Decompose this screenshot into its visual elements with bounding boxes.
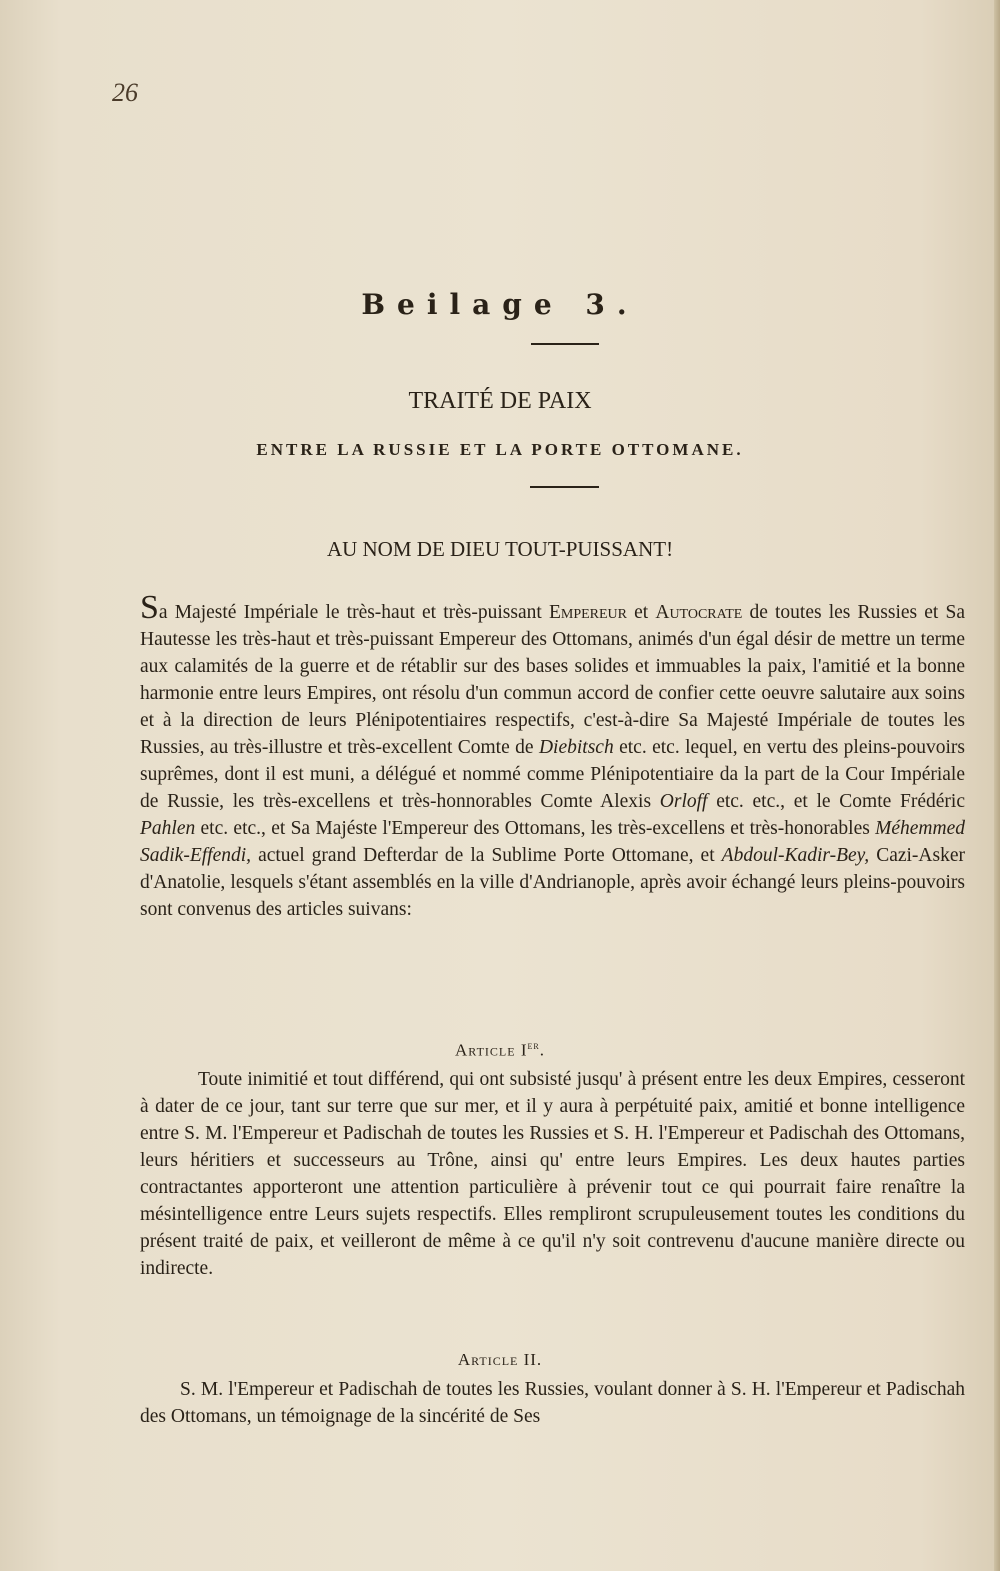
name-pahlen: Pahlen bbox=[140, 818, 196, 839]
divider-rule bbox=[531, 343, 599, 345]
article-2-text: S. M. l'Empereur et Padischah de toutes les Russies, voulant donner à S. H. l'Empereur et Padischah des Ottomans, un témoignage de la sincérité de Ses bbox=[140, 1379, 965, 1427]
name-orloff: Orloff bbox=[659, 791, 708, 812]
supplement-heading: Beilage 3. bbox=[361, 288, 639, 321]
divider-rule bbox=[530, 486, 599, 488]
document-title: TRAITÉ DE PAIX bbox=[408, 388, 592, 414]
article-1-text: Toute inimitié et tout différend, qui ont subsisté jusqu' à présent entre les deux Empires, cesseront à dater de ce jour, tant sur terre que sur mer, et il y aura à perpétuité paix, amitié et bonne intelligence entre S. M. l'Empereur et Padischah de toutes les Russies et S. H. l'Empereur et Padischah des Ottomans, leurs héritiers et successeurs au Trône, ainsi qu' entre leurs Empires. Les deux hautes parties contractantes apporteront une attention particulière à prévenir tout ce qui pourrait faire renaître la mésintelligence entre Leurs sujets respectifs. Elles rempliront scrupuleusement toutes les conditions du présent traité de paix, et veilleront de même à ce qu'il n'y soit contrevenu d'aucune manière directe ou indirecte. bbox=[140, 1069, 965, 1279]
article-2-heading: Article II. bbox=[457, 1350, 543, 1369]
name-abdoul: Abdoul-Kadir-Bey, bbox=[721, 845, 870, 866]
name-diebitsch: Diebitsch bbox=[538, 737, 614, 758]
page-number: 26 bbox=[112, 78, 138, 107]
drop-cap: S bbox=[140, 589, 159, 626]
preamble-paragraph: Sa Majesté Impériale le très-haut et très-puissant Empereur et Autocrate de toutes les Russies et Sa Hautesse les très-haut et très-puissant Empereur des Ottomans, animés d'un égal désir de mettre un terme aux calamités de la guerre et de rétablir sur des bases solides et immuables la paix, l'amitié et la bonne harmonie entre leurs Empires, ont résolu d'un commun accord de confier cette oeuvre salutaire aux soins et à la direction de leurs Plénipotentiaires respectifs, c'est-à-dire Sa Majesté Impériale de toutes les Russies, au très-illustre et très-excellent Comte de Diebitsch etc. etc. lequel, en vertu des pleins-pouvoirs suprêmes, dont il est muni, a délégué et nommé comme Plénipotentiaire da la part de la Cour Impériale de Russie, les très-excellens et très-honnorables Comte Alexis Orloff etc. etc., et le Comte Frédéric Pahlen etc. etc., et Sa Majéste l'Empereur des Ottomans, les très-excellens et très-honorables Méhemmed Sadik-Effendi, actuel grand Defterdar de la Sublime Porte Ottomane, et Abdoul-Kadir-Bey, Cazi-Asker d'Anatolie, lesquels s'étant assemblés en la ville d'Andrianople, après avoir échangé leurs pleins-pouvoirs sont convenus des articles suivans: bbox=[140, 589, 965, 920]
invocation: AU NOM DE DIEU TOUT-PUISSANT! bbox=[326, 537, 674, 561]
document-subtitle: ENTRE LA RUSSIE ET LA PORTE OTTOMANE. bbox=[256, 440, 744, 459]
name-mehemmed: Méhemmed Sadik-Effendi, bbox=[140, 818, 965, 866]
article-1-heading: Article Ier. bbox=[455, 1040, 545, 1060]
page-edge bbox=[994, 0, 1000, 1571]
